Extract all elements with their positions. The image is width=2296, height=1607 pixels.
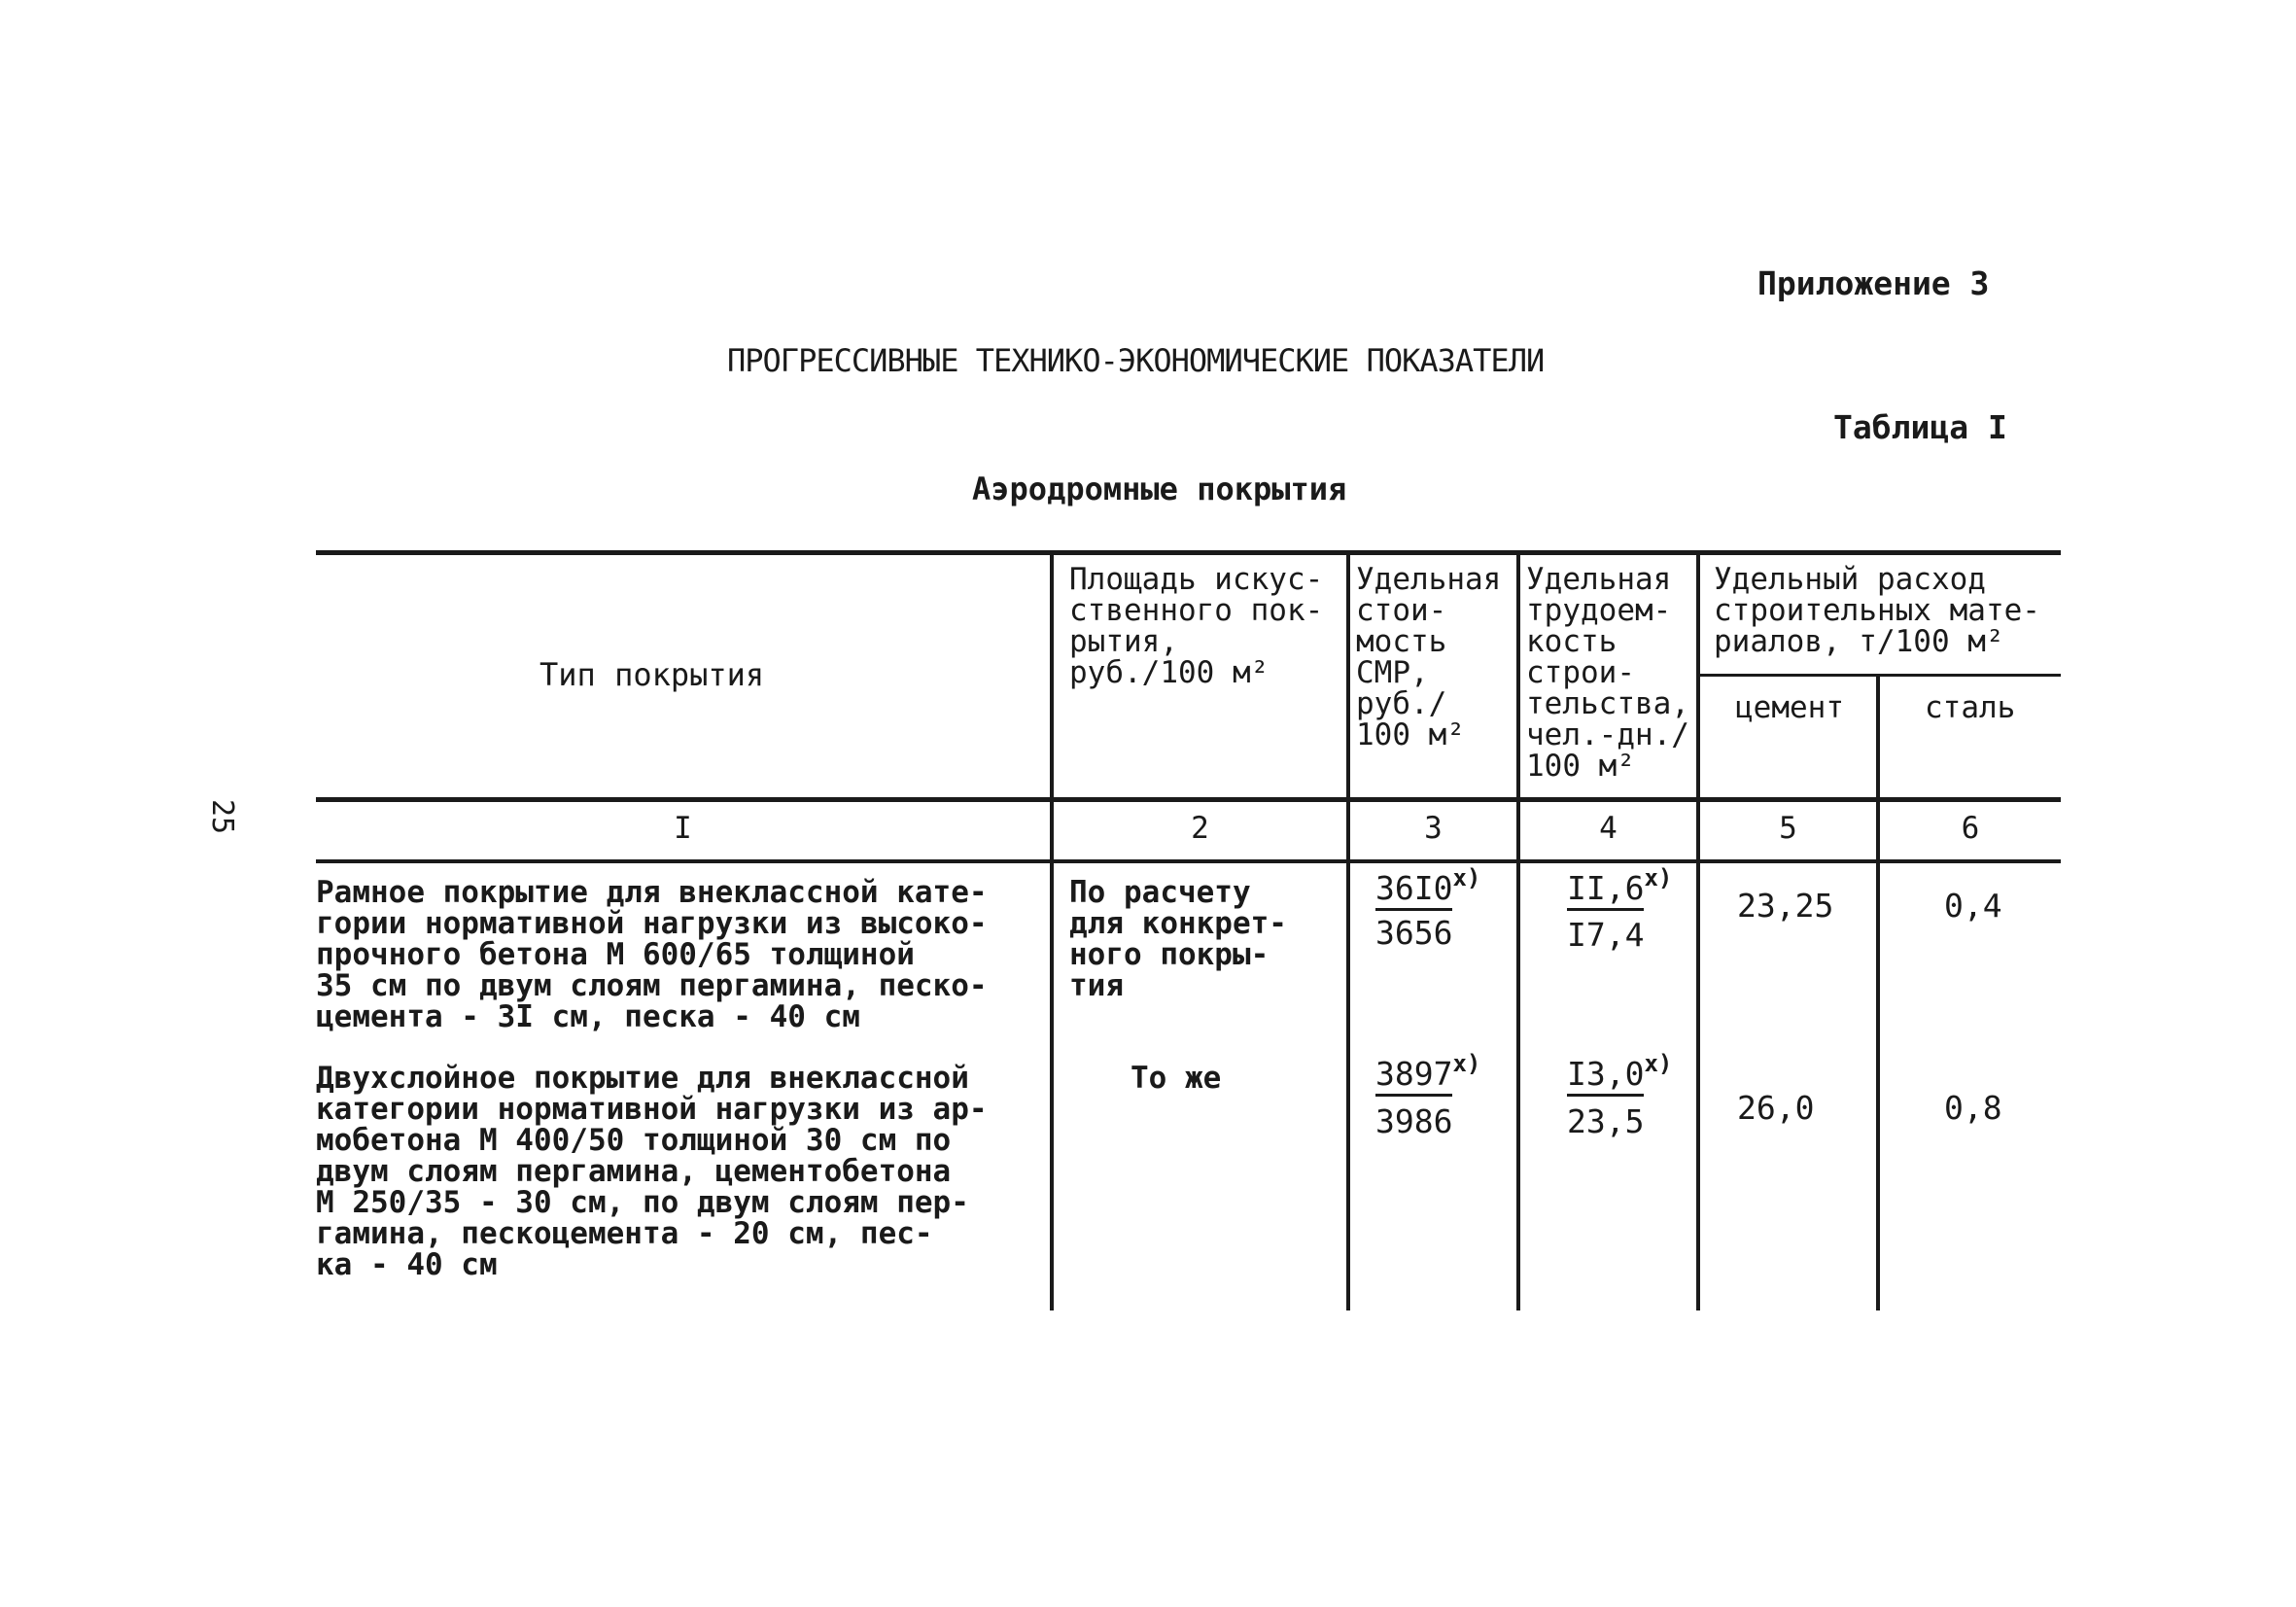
- page-number: 25: [205, 799, 239, 835]
- coating-type-cell: Рамное покрытие для внеклассной кате- гории нормативной нагрузки из высоко- прочного бетона М 600/65 толщиной 35 см по двум слоям пергамина, песко- цемента - 3I см, песка - 40 см: [316, 875, 988, 1034]
- footnote-mark: x): [1644, 1050, 1673, 1077]
- column-number-6: 6: [1961, 811, 1980, 846]
- column-number-2: 2: [1191, 811, 1209, 846]
- unit-cost-cell: [1375, 1050, 1481, 1093]
- header-area-cost: Площадь искус- ственного пок- рытия, руб./100 м²: [1069, 562, 1324, 690]
- labor-intensity-bottom: 23,5: [1567, 1102, 1645, 1140]
- column-divider-3: [1516, 550, 1520, 1310]
- area-cost-cell: По расчету для конкрет- ного покры- тия: [1069, 875, 1287, 1003]
- unit-cost-top: 36I0: [1375, 869, 1452, 911]
- unit-cost-cell: [1375, 864, 1481, 907]
- column-number-4: 4: [1599, 811, 1618, 846]
- labor-intensity-cell: [1567, 1050, 1673, 1093]
- column-divider-4: [1696, 550, 1700, 1310]
- header-materials-group: Удельный расход строительных мате- риалов, т/100 м²: [1714, 562, 2040, 659]
- header-cement: цемент: [1735, 690, 1844, 725]
- labor-intensity-bottom: I7,4: [1567, 916, 1645, 954]
- header-coating-type: Тип покрытия: [539, 656, 765, 693]
- steel-cell: 0,8: [1944, 1089, 2002, 1127]
- footnote-mark: x): [1452, 1050, 1481, 1077]
- labor-intensity-cell: [1567, 864, 1673, 907]
- column-divider-1: [1050, 550, 1054, 1310]
- column-numbers-bottom-border: [316, 859, 2061, 863]
- column-divider-2: [1346, 550, 1350, 1310]
- unit-cost-bottom: 3986: [1375, 1102, 1453, 1140]
- header-unit-cost: Удельная стои- мость СМР, руб./ 100 м²: [1356, 562, 1502, 752]
- header-steel: сталь: [1925, 690, 2016, 725]
- cement-cell: 23,25: [1737, 887, 1834, 925]
- unit-cost-top: 3897: [1375, 1055, 1452, 1097]
- table-subtitle: Аэродромные покрытия: [972, 471, 1347, 507]
- header-labor-intensity: Удельная трудоем- кость строи- тельства, чел.-дн./ 100 м²: [1526, 562, 1689, 784]
- footnote-mark: x): [1644, 864, 1673, 891]
- column-number-3: 3: [1424, 811, 1443, 846]
- footnote-mark: x): [1452, 864, 1481, 891]
- column-number-5: 5: [1779, 811, 1797, 846]
- steel-cell: 0,4: [1944, 887, 2002, 925]
- labor-intensity-top: II,6: [1567, 869, 1644, 911]
- cement-cell: 26,0: [1737, 1089, 1815, 1127]
- column-divider-5: [1876, 674, 1880, 1310]
- document-title: ПРОГРЕССИВНЫЕ ТЕХНИКО-ЭКОНОМИЧЕСКИЕ ПОКАЗАТЕЛИ: [727, 342, 1545, 379]
- header-bottom-border: [316, 797, 2061, 802]
- table-number: Таблица I: [1833, 408, 2007, 446]
- area-cost-cell: То же: [1131, 1061, 1222, 1096]
- unit-cost-bottom: 3656: [1375, 914, 1453, 952]
- labor-intensity-top: I3,0: [1567, 1055, 1644, 1097]
- coating-type-cell: Двухслойное покрытие для внеклассной категории нормативной нагрузки из ар- мобетона М 400/50 толщиной 30 см по двум слоям пергамина, цементобетона М 250/35 - 30 см, по двум слоям пер- гамина, пескоцемента - 20 см, пес- ка - 40 см: [316, 1061, 988, 1282]
- table-top-border: [316, 550, 2061, 555]
- column-number-1: I: [674, 811, 692, 846]
- appendix-label: Приложение 3: [1757, 264, 1990, 302]
